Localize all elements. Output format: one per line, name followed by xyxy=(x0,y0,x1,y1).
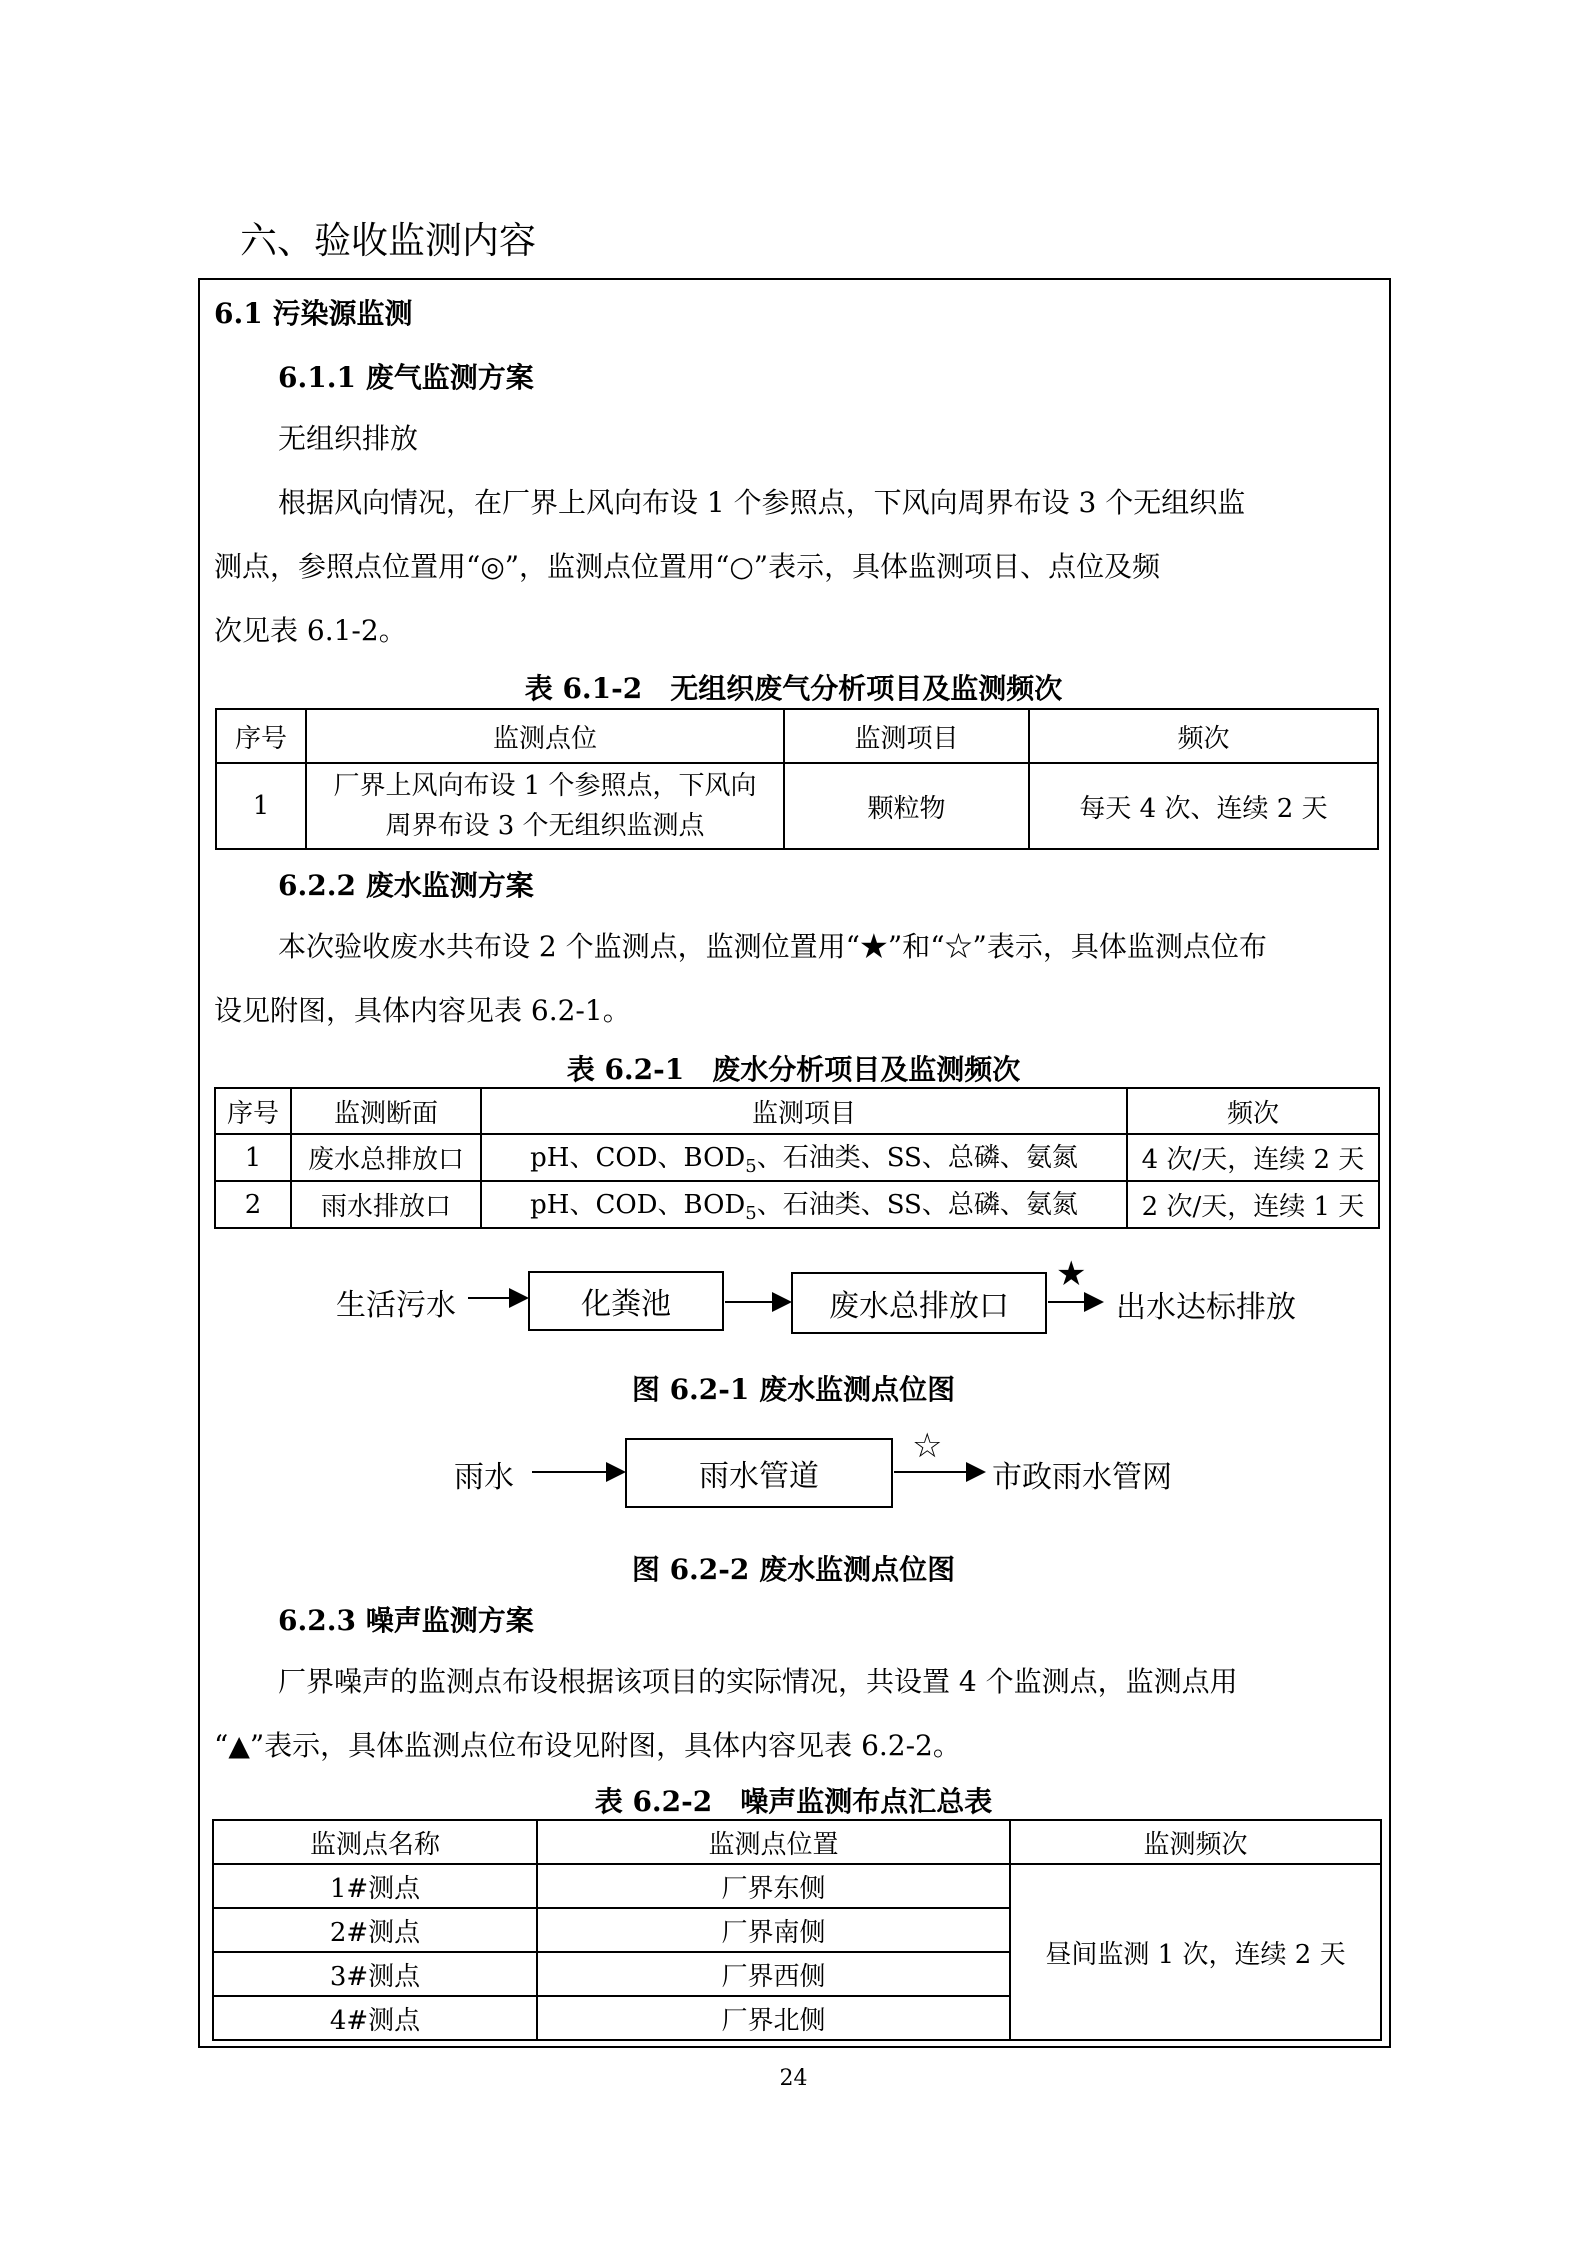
table-cell: 2 次/天，连续 1 天 xyxy=(1127,1181,1379,1228)
paragraph-line: “▲”表示，具体监测点位布设见附图，具体内容见表 6.2-2。 xyxy=(214,1729,961,1762)
table-6-1-2-caption: 表 6.1-2 无组织废气分析项目及监测频次 xyxy=(524,672,1063,705)
outlined-star-icon: ☆ xyxy=(912,1426,943,1466)
flow-diagram-2 xyxy=(0,1428,1587,1518)
items-text: pH、COD、BOD xyxy=(530,1190,746,1221)
section-6-2-3-paragraph xyxy=(214,1650,1374,1778)
section-6-2-2-paragraph xyxy=(214,915,1374,1043)
section-6-1-1-title: 6.1.1 废气监测方案 xyxy=(278,361,534,394)
table-cell: 雨水排放口 xyxy=(291,1181,481,1228)
table-row xyxy=(216,763,1378,849)
table-row xyxy=(215,1181,1379,1228)
table-6-2-1 xyxy=(214,1087,1380,1229)
items-subscript: 5 xyxy=(745,1156,757,1178)
table-header-cell: 序号 xyxy=(215,1088,291,1134)
section-6-1-1-subtitle: 无组织排放 xyxy=(278,422,419,455)
table-cell: 2 xyxy=(215,1181,291,1228)
table-cell: 1#测点 xyxy=(213,1864,537,1908)
table-cell-frequency: 昼间监测 1 次，连续 2 天 xyxy=(1010,1864,1381,2040)
table-header-cell: 监测点名称 xyxy=(213,1820,537,1864)
items-text: 、石油类、SS、总磷、氨氮 xyxy=(756,1143,1078,1174)
items-subscript: 5 xyxy=(745,1203,757,1225)
table-cell: 厂界东侧 xyxy=(537,1864,1010,1908)
table-cell: 4 次/天，连续 2 天 xyxy=(1127,1134,1379,1181)
table-row xyxy=(215,1134,1379,1181)
table-cell: 颗粒物 xyxy=(784,763,1029,849)
figure-6-2-1-caption: 图 6.2-1 废水监测点位图 xyxy=(631,1373,956,1406)
table-cell: 1 xyxy=(216,763,306,849)
items-text: pH、COD、BOD xyxy=(530,1143,746,1174)
table-6-2-2-caption: 表 6.2-2 噪声监测布点汇总表 xyxy=(594,1785,993,1818)
section-6-1-1-paragraph xyxy=(214,471,1374,663)
cell-line: 周界布设 3 个无组织监测点 xyxy=(385,811,705,841)
flow-dest-label: 出水达标排放 xyxy=(1116,1290,1296,1325)
page-title: 六、验收监测内容 xyxy=(240,219,536,262)
paragraph-line: 本次验收废水共布设 2 个监测点，监测位置用“★”和“☆”表示，具体监测点位布 xyxy=(278,930,1267,963)
page-number: 24 xyxy=(779,2066,808,2091)
table-cell: 3#测点 xyxy=(213,1952,537,1996)
table-header-cell: 监测项目 xyxy=(481,1088,1127,1134)
flow-source-label: 生活污水 xyxy=(336,1288,456,1323)
table-header-cell: 监测项目 xyxy=(784,709,1029,763)
table-header-cell: 监测断面 xyxy=(291,1088,481,1134)
table-cell: 每天 4 次、连续 2 天 xyxy=(1029,763,1378,849)
table-cell xyxy=(481,1181,1127,1228)
flow-box-rain-pipe: 雨水管道 xyxy=(625,1438,893,1508)
table-header-cell: 序号 xyxy=(216,709,306,763)
flow-dest-label: 市政雨水管网 xyxy=(992,1460,1172,1495)
table-cell: 厂界西侧 xyxy=(537,1952,1010,1996)
paragraph-line: 设见附图，具体内容见表 6.2-1。 xyxy=(214,994,631,1027)
table-row xyxy=(213,1864,1381,1908)
table-cell: 厂界南侧 xyxy=(537,1908,1010,1952)
paragraph-line: 厂界噪声的监测点布设根据该项目的实际情况，共设置 4 个监测点，监测点用 xyxy=(278,1665,1238,1698)
figure-6-2-2-caption: 图 6.2-2 废水监测点位图 xyxy=(631,1553,956,1586)
table-header-cell: 频次 xyxy=(1029,709,1378,763)
table-6-2-1-caption: 表 6.2-1 废水分析项目及监测频次 xyxy=(566,1053,1021,1086)
table-cell: 4#测点 xyxy=(213,1996,537,2040)
table-header-cell: 监测点位 xyxy=(306,709,784,763)
items-text: 、石油类、SS、总磷、氨氮 xyxy=(756,1190,1078,1221)
flow-source-label: 雨水 xyxy=(454,1460,514,1495)
table-cell: 厂界北侧 xyxy=(537,1996,1010,2040)
filled-star-icon: ★ xyxy=(1056,1254,1087,1294)
table-cell xyxy=(306,763,784,849)
table-cell: 2#测点 xyxy=(213,1908,537,1952)
paragraph-line: 根据风向情况，在厂界上风向布设 1 个参照点，下风向周界布设 3 个无组织监 xyxy=(278,486,1246,519)
flow-diagram-1 xyxy=(0,1254,1587,1340)
section-6-1-title: 6.1 污染源监测 xyxy=(214,297,413,330)
table-header-cell: 监测点位置 xyxy=(537,1820,1010,1864)
table-cell xyxy=(481,1134,1127,1181)
paragraph-line: 测点，参照点位置用“◎”，监测点位置用“○”表示，具体监测项目、点位及频 xyxy=(214,550,1161,583)
section-6-2-2-title: 6.2.2 废水监测方案 xyxy=(278,869,534,902)
table-header-cell: 监测频次 xyxy=(1010,1820,1381,1864)
cell-line: 厂界上风向布设 1 个参照点，下风向 xyxy=(333,771,757,801)
flow-box-main-outlet: 废水总排放口 xyxy=(791,1272,1047,1334)
table-header-cell: 频次 xyxy=(1127,1088,1379,1134)
paragraph-line: 次见表 6.1-2。 xyxy=(214,614,407,647)
table-6-1-2 xyxy=(215,708,1379,850)
table-cell: 1 xyxy=(215,1134,291,1181)
section-6-2-3-title: 6.2.3 噪声监测方案 xyxy=(278,1604,534,1637)
table-6-2-2 xyxy=(212,1819,1382,2041)
flow-box-septic-tank: 化粪池 xyxy=(528,1271,724,1331)
table-cell: 废水总排放口 xyxy=(291,1134,481,1181)
